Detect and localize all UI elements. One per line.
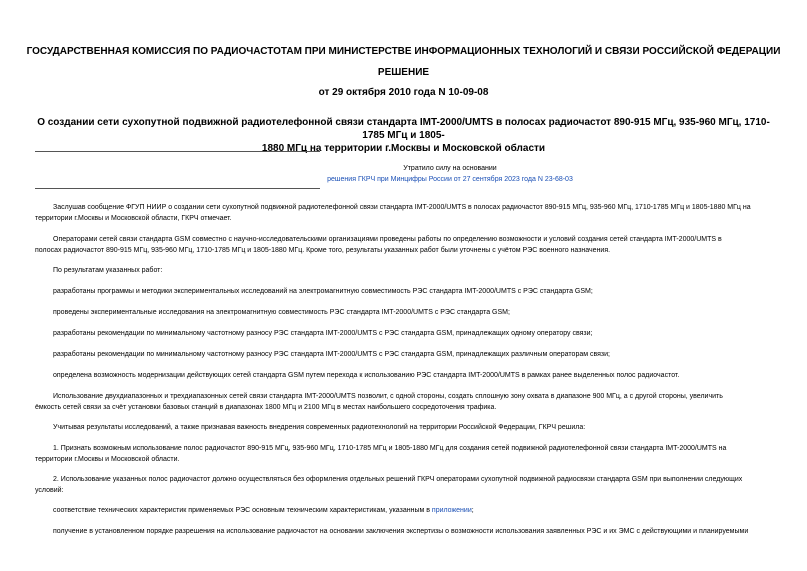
- repeal-notice: [300, 163, 600, 185]
- paragraph-2-line-1: Операторами сетей связи стандарта GSM совместно с научно-исследовательскими организациями проведены работы по определению возможности и условий создания сетей стандарта IMT-2000/UMTS в: [53, 236, 722, 243]
- paragraph-2-line-2: полосах радиочастот 890-915 МГц, 935-960 МГц, 1710-1785 МГц и 1805-1880 МГц. Кроме того, результаты указанных работ были уточнены с учётом РЭС военного назначения.: [35, 247, 611, 254]
- document-title: [30, 116, 777, 155]
- document-date-number: от 29 октября 2010 года N 10-09-08: [318, 87, 489, 98]
- list-item-2: проведены экспериментальные исследования на электромагнитную совместимость РЭС стандарта IMT-2000/UMTS с РЭС стандарта GSM;: [53, 309, 510, 316]
- condition-2: получение в установленном порядке разрешения на использование радиочастот на основании заключения экспертизы о возможности использования заявленных РЭС и их ЭМС с действующими и планируемыми: [53, 528, 749, 535]
- list-item-4: разработаны рекомендации по минимальному частотному разносу РЭС стандарта IMT-2000/UMTS с РЭС стандарта GSM, принадлежащих различным операторам связи;: [53, 351, 610, 358]
- condition-1-end: ;: [471, 507, 474, 514]
- paragraph-2-cont: [35, 245, 772, 256]
- paragraph-1-cont: [35, 213, 772, 224]
- repeal-decision-link[interactable]: решения ГКРЧ при Минцифры России от 27 сентября 2023 года N 23-68-03: [327, 176, 573, 183]
- list-item-3: разработаны рекомендации по минимальному частотному разносу РЭС стандарта IMT-2000/UMTS с РЭС стандарта GSM, принадлежащих одному оператору связи;: [53, 330, 593, 337]
- paragraph-9-line-2: ёмкость сетей связи за счёт установки базовых станций в диапазонах 1800 МГц и 2100 МГц в местах наибольшего сосредоточения трафика.: [35, 404, 497, 411]
- document-type: РЕШЕНИЕ: [377, 67, 430, 78]
- commission-name: ГОСУДАРСТВЕННАЯ КОМИССИЯ ПО РАДИОЧАСТОТАМ ПРИ МИНИСТЕРСТВЕ ИНФОРМАЦИОННЫХ ТЕХНОЛОГИЙ И СВЯЗИ РОССИЙСКОЙ ФЕДЕРАЦИИ: [26, 46, 781, 57]
- decision-point-1-line-2: территории г.Москвы и Московской области.: [35, 456, 180, 463]
- paragraph-9-line-1: Использование двухдиапазонных и трехдиапазонных сетей связи стандарта IMT-2000/UMTS позволит, с одной стороны, создать сплошную зону охвата в диапазоне 900 МГц, а с другой стороны, увеличить: [53, 393, 723, 400]
- condition-1: [35, 505, 772, 516]
- decision-point-2-line-1: 2. Использование указанных полос радиочастот должно осуществляться без оформления отдельных решений ГКРЧ операторами сухопутной подвижной радиосвязи стандарта GSM при выполнении следующих: [53, 476, 743, 483]
- list-item-1: разработаны программы и методики экспериментальных исследований на электромагнитную совместимость РЭС стандарта IMT-2000/UMTS с РЭС стандарта GSM;: [53, 288, 593, 295]
- document-title-line-2: 1880 МГц на территории г.Москвы и Московской области: [261, 143, 546, 154]
- paragraph-9-cont: [35, 402, 772, 413]
- appendix-link[interactable]: приложении: [431, 507, 472, 514]
- paragraph-2: [35, 234, 772, 245]
- divider-bottom: [35, 188, 320, 189]
- document-title-line-1: О создании сети сухопутной подвижной радиотелефонной связи стандарта IMT-2000/UMTS в полосах радиочастот 890-915 МГц, 935-960 МГц, 1710-1785 МГц и 1805-: [37, 117, 770, 141]
- decision-point-1-cont: [35, 454, 772, 465]
- paragraph-3: По результатам указанных работ:: [53, 267, 163, 274]
- decision-point-2: [35, 474, 772, 485]
- repeal-status: Утратило силу на основании: [403, 165, 497, 172]
- list-item-5: определена возможность модернизации действующих сетей стандарта GSM путем перехода к использованию РЭС стандарта IMT-2000/UMTS в рамках ранее выделенных полос радиочастот.: [53, 372, 680, 379]
- paragraph-1-line-1: Заслушав сообщение ФГУП НИИР о создании сети сухопутной подвижной радиотелефонной связи стандарта IMT-2000/UMTS в полосах радиочастот 890-915 МГц, 935-960 МГц, 1710-1785 МГц и 1805-1880 МГц на: [53, 204, 751, 211]
- decision-point-1: [35, 443, 772, 454]
- decision-point-2-line-2: условий:: [35, 487, 64, 494]
- paragraph-1-line-2: территории г.Москвы и Московской области, ГКРЧ отмечает.: [35, 215, 232, 222]
- paragraph-9: [35, 391, 772, 402]
- divider-top: [35, 151, 320, 152]
- condition-1-text: соответствие технических характеристик применяемых РЭС основным техническим характеристикам, указанным в: [53, 507, 432, 514]
- paragraph-1: [35, 202, 772, 213]
- decision-point-2-cont: [35, 485, 772, 496]
- decision-point-1-line-1: 1. Признать возможным использование полос радиочастот 890-915 МГц, 935-960 МГц, 1710-1785 МГц и 1805-1880 МГц для создания сетей подвижной радиотелефонной связи стандарта IMT-2000/UMTS на: [53, 445, 727, 452]
- paragraph-10: Учитывая результаты исследований, а также признавая важность внедрения современных радиотехнологий на территории Российской Федерации, ГКРЧ решила:: [53, 424, 586, 431]
